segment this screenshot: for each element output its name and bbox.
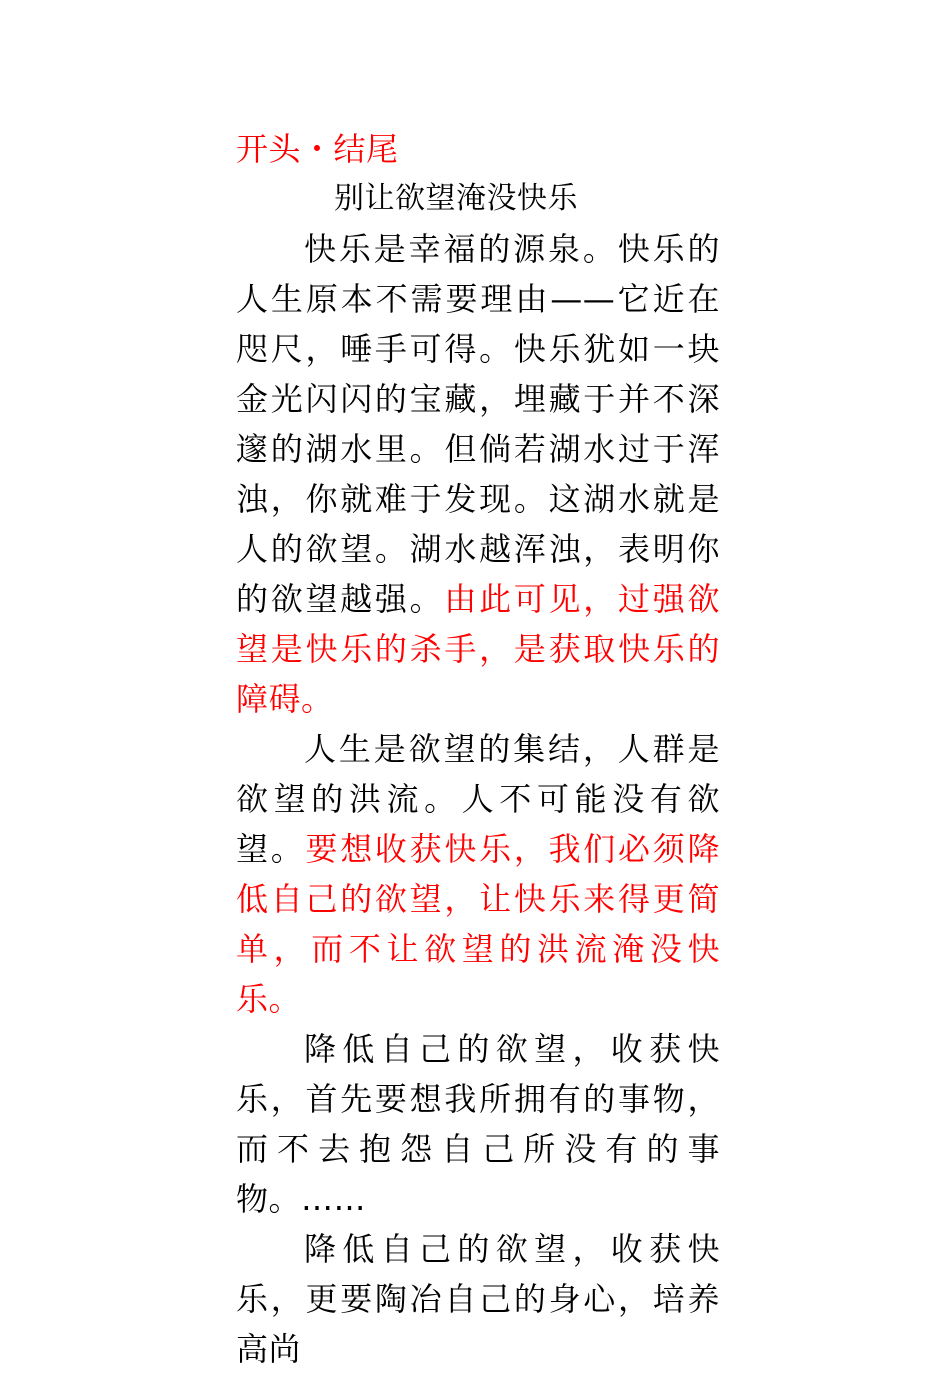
paragraph-4 [236,1224,720,1374]
essay-title: 别让欲望淹没快乐 [334,181,578,216]
paragraph-1-highlight: 由此可见，过强欲望是快乐的杀手，是获取快乐的障碍。 [236,580,720,718]
paragraph-3-text: 降低自己的欲望，收获快乐，首先要想我所拥有的事物，而不去抱怨自己所没有的事物。…… [236,1030,720,1218]
paragraph-4-text: 降低自己的欲望，收获快乐，更要陶冶自己的身心，培养高尚 [236,1230,720,1368]
document-page [236,124,720,1374]
section-heading: 开头・结尾 [236,130,399,168]
paragraph-1-text: 快乐是幸福的源泉。快乐的人生原本不需要理由——它近在咫尺，唾手可得。快乐犹如一块金光闪闪的宝藏，埋藏于并不深邃的湖水里。但倘若湖水过于浑浊，你就难于发现。这湖水就是人的欲望。湖水越浑浊，表明你的欲望越强。 [236,230,720,618]
paragraph-3 [236,1024,720,1224]
paragraph-2 [236,724,720,1024]
paragraph-1 [236,224,720,724]
paragraph-2-highlight: 要想收获快乐，我们必须降低自己的欲望，让快乐来得更简单，而不让欲望的洪流淹没快乐。 [236,830,720,1018]
paragraph-2-text: 人生是欲望的集结，人群是欲望的洪流。人不可能没有欲望。 [236,730,720,868]
